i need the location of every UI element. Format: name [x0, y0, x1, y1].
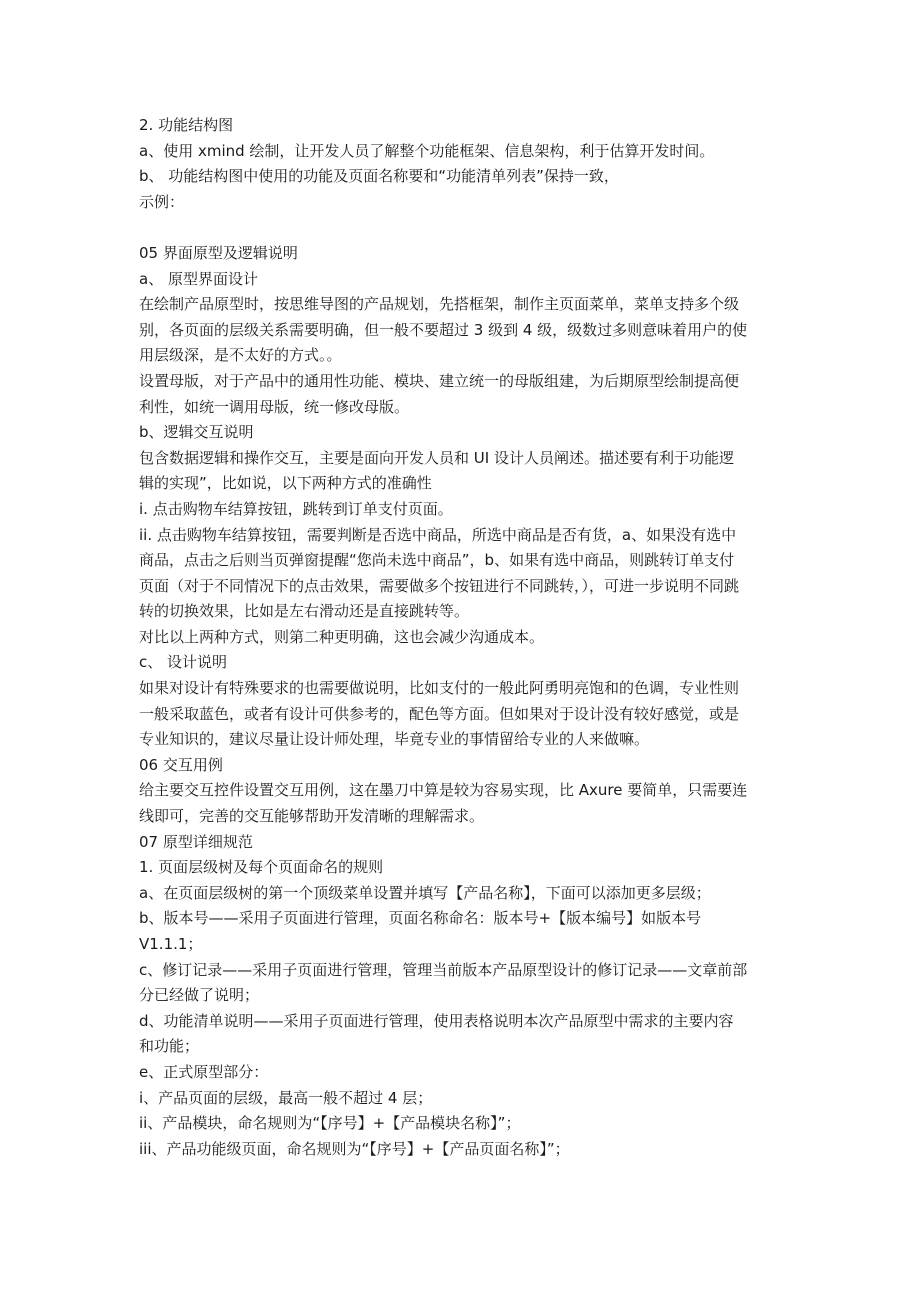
example-label: 示例：: [139, 192, 185, 211]
paragraph-line: 转的切换效果，比如是左右滑动还是直接跳转等。: [139, 602, 470, 621]
paragraph-line: 一般采取蓝色，或者有设计可供参考的，配色等方面。但如果对于设计没有较好感觉，或是: [139, 704, 740, 723]
paragraph-line: 给主要交互控件设置交互用例，这在墨刀中算是较为容易实现，比 Axure 要简单，只需要连: [139, 781, 748, 800]
paragraph-line: 如果对设计有特殊要求的也需要做说明，比如支付的一般此阿勇明亮饱和的色调，专业性则: [139, 679, 740, 698]
paragraph-line: 对比以上两种方式，则第二种更明确，这也会减少沟通成本。: [139, 627, 545, 646]
document-body: [139, 113, 789, 1162]
list-item: i、产品页面的层级，最高一般不超过 4 层；: [139, 1088, 433, 1107]
paragraph-line: 专业知识的，建议尽量让设计师处理，毕竟专业的事情留给专业的人来做嘛。: [139, 730, 650, 749]
paragraph-line: b、 功能结构图中使用的功能及页面名称要和“功能清单列表”保持一致，: [139, 167, 619, 186]
paragraph-line: 别，各页面的层级关系需要明确，但一般不要超过 3 级到 4 级，级数过多则意味着用户的使: [139, 320, 748, 339]
paragraph-line: 用层级深，是不太好的方式。。: [139, 346, 342, 365]
paragraph-line: a、使用 xmind 绘制，让开发人员了解整个功能框架、信息架构，利于估算开发时间。: [139, 141, 715, 160]
section-heading-07: 07 原型详细规范: [139, 832, 253, 851]
subsection-heading: a、 原型界面设计: [139, 269, 258, 288]
list-item: iii、产品功能级页面，命名规则为“【序号】+【产品页面名称】”；: [139, 1139, 570, 1158]
list-item: d、功能清单说明——采用子页面进行管理，使用表格说明本次产品原型中需求的主要内容: [139, 1011, 734, 1030]
paragraph-line: 在绘制产品原型时，按思维导图的产品规划，先搭框架，制作主页面菜单，菜单支持多个级: [139, 295, 740, 314]
paragraph-line: 辑的实现”，比如说，以下两种方式的准确性: [139, 474, 432, 493]
paragraph-line: 页面（对于不同情况下的点击效果，需要做多个按钮进行不同跳转，），可进一步说明不同跳: [139, 576, 740, 595]
paragraph-line: V1.1.1；: [139, 935, 203, 953]
blank-line: [139, 215, 789, 241]
section-heading-05: 05 界面原型及逻辑说明: [139, 243, 298, 262]
paragraph-line: 设置母版，对于产品中的通用性功能、模块、建立统一的母版组建，为后期原型绘制提高便: [139, 371, 740, 390]
paragraph-line: 包含数据逻辑和操作交互，主要是面向开发人员和 UI 设计人员阐述。描述要有利于功能逻: [139, 448, 734, 467]
list-item: b、版本号——采用子页面进行管理，页面名称命名：版本号+【版本编号】如版本号: [139, 909, 702, 928]
paragraph-line: 商品，点击之后则当页弹窗提醒“您尚未选中商品”，b、如果有选中商品，则跳转订单支付: [139, 551, 735, 570]
list-item: e、正式原型部分：: [139, 1062, 269, 1081]
paragraph-line: 和功能；: [139, 1037, 200, 1056]
section-heading-feature-structure: 2. 功能结构图: [139, 116, 234, 134]
list-item: a、在页面层级树的第一个顶级菜单设置并填写【产品名称】，下面可以添加更多层级；: [139, 883, 711, 902]
paragraph-line: 利性，如统一调用母版，统一修改母版。: [139, 397, 410, 416]
subsection-heading: b、逻辑交互说明: [139, 423, 254, 442]
subsection-heading: c、 设计说明: [139, 653, 228, 672]
subsection-heading: 1. 页面层级树及每个页面命名的规则: [139, 858, 384, 877]
section-heading-06: 06 交互用例: [139, 755, 223, 774]
list-item: c、修订记录——采用子页面进行管理，管理当前版本产品原型设计的修订记录——文章前部: [139, 960, 748, 979]
paragraph-line: 线即可，完善的交互能够帮助开发清晰的理解需求。: [139, 807, 485, 826]
list-item: ii. 点击购物车结算按钮，需要判断是否选中商品，所选中商品是否有货，a、如果没有选中: [139, 525, 737, 544]
list-item: ii、产品模块，命名规则为“【序号】+【产品模块名称】”；: [139, 1114, 521, 1133]
list-item: i. 点击购物车结算按钮，跳转到订单支付页面。: [139, 499, 453, 518]
paragraph-line: 分已经做了说明；: [139, 986, 260, 1005]
